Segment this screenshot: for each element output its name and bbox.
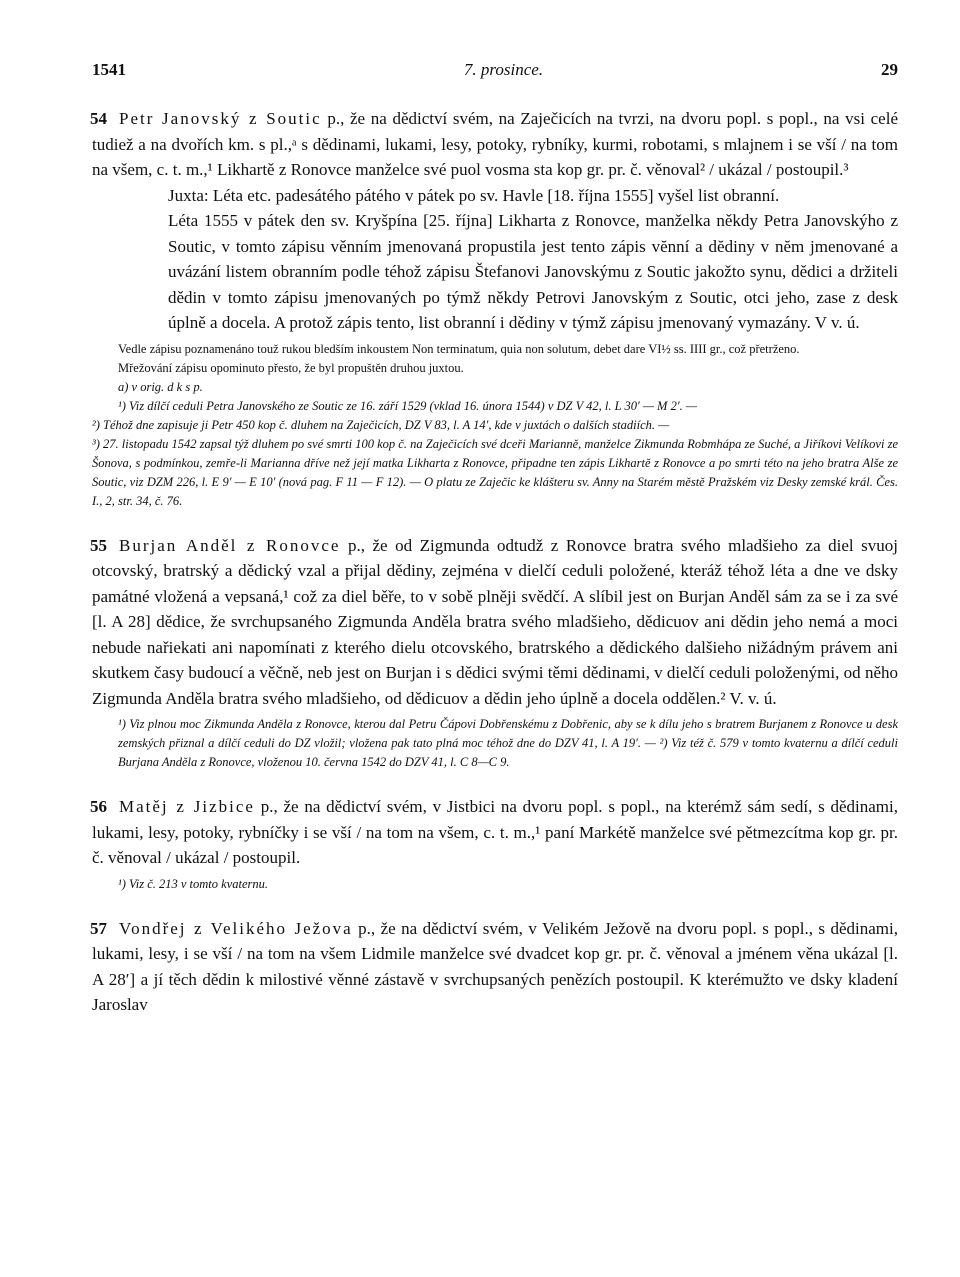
entry-number: 56	[90, 797, 107, 816]
entry-54	[92, 106, 898, 511]
entry-number: 55	[90, 535, 107, 555]
footnote: ¹) Viz č. 213 v tomto kvaternu.	[118, 876, 269, 891]
entry-body: p., že na dědictví svém, v Jistbici na dvoru popl. s popl., na kterémž sám sedí, s dědinami, lukami, lesy, potoky, rybníčky i se vší / na tom na všem, c. t. m.,¹ paní Markétě manželce své pětmezcítma kop gr. pr. č. věnoval / ukázal / postoupil.	[92, 797, 898, 867]
entry-name: Burjan Anděl z Ronovce	[119, 535, 341, 555]
footnote: ¹) Viz plnou moc Zikmunda Anděla z Ronovce, kterou dal Petru Čápovi Dobřenskému z Dobřenic, aby se k dílu jeho s bratrem Burjanem z Ronovce u desk zemských přiznal a dílčí ceduli do DZ vložil; vložena pak tato plná moc téhož dne do DZV 41, l. A 19′. — ²) Viz též č. 579 v tomto kvaternu a dílčí ceduli Burjana Anděla z Ronovce, vloženou 10. června 1542 do DZV 41, l. C 8—C 9.	[118, 717, 898, 769]
entry-name: Vondřej z Velikého Ježova	[119, 918, 353, 938]
entry-text	[92, 106, 898, 183]
date-heading: 7. prosince.	[463, 60, 544, 79]
entry-text	[92, 916, 898, 1018]
entry-number: 57	[90, 918, 107, 938]
entry-56	[92, 794, 898, 894]
editorial-note: a) v orig. d k s p.	[118, 379, 203, 394]
footnote: ³) 27. listopadu 1542 zapsal týž dluhem po své smrti 100 kop č. na Zaječicích své dceři Marianně, manželce Zikmunda Robmhápa ze Suché, a Jiříkovi Velíkovi ze Šonova, s podmínkou, zemře-li Marianna dříve než její matka Likharta z Ronovce, připadne ten zápis Likhartě z Ronovce a po smrti této na jeho bratra Alše ze Soutic, viz DZM 226, l. E 9′ — E 10′ (nová pag. F 11 — F 12). — O platu ze Zaječic ke klášteru sv. Anny na Starém městě Pražském viz Desky zemské král. Čes. I., 2, str. 34, č. 76.	[92, 436, 898, 508]
footnote: ²) Téhož dne zapisuje ji Petr 450 kop č. dluhem na Zaječicích, DZ V 83, l. A 14′, kde v juxtách o dalších stadiích. —	[92, 417, 670, 432]
entry-text	[92, 794, 898, 871]
entry-body: p., že na dědictví svém, na Zaječicích na tvrzi, na dvoru popl. s popl., na vsi celé tudiež a na dvořích km. s pl.,ᵃ s dědinami, lukami, lesy, potoky, rybníky, kurmi, robotami, s mlajnem i se vší / na tom na všem, c. t. m.,¹ Likhartě z Ronovce manželce své puol vosma sta kop gr. pr. č. věnoval² / ukázal / postoupil.³	[92, 109, 898, 179]
footnote: ¹) Viz dílčí ceduli Petra Janovského ze Soutic ze 16. září 1529 (vklad 16. února 1544) v DZ V 42, l. L 30′ — M 2′. —	[118, 398, 697, 413]
entry-body: p., že od Zigmunda odtudž z Ronovce bratra svého mladšieho za diel svuoj otcovský, bratrský a dědický vzal a přijal dědiny, zejména v dielčí ceduli položené, kteráž téhož léta a dne ve dsky památné vložená a vepsaná,¹ což za diel běře, to v sobě plněji svědčí. A slíbil jest on Burjan Anděl sám za se i za své [l. A 28] dědice, že svrchupsaného Zigmunda Anděla bratra svého mladšieho, dědicuov ani dědin jeho nemá a moci nebude nařiekati ani napomínati z kterého dielu otcovského, bratrského a dědického dalšieho nižádným právem ani skutkem časy budoucí a věčně, neb jest on Burjan i s dědici svými těmi dědinami, v dielčí ceduli položenými, od něho Zigmunda Anděla bratra svého mladšieho, od dědicuov a dědin jeho úplně a docela oddělen.² V. v. ú.	[92, 535, 898, 708]
entry-57	[92, 916, 898, 1018]
editorial-note: Vedle zápisu poznamenáno touž rukou bledším inkoustem Non terminatum, quia non solutum, debet dare VI½ ss. IIII gr., což přetrženo.	[118, 341, 800, 356]
editorial-notes	[92, 340, 898, 511]
entry-body: p., že na dědictví svém, v Velikém Ježově na dvoru popl. s popl., s dědinami, lukami, lesy, i se vší / na tom na všem Lidmile manželce své dvadcet kop gr. pr. č. věnoval a jménem věna ukázal [l. A 28′] a jí těch dědin k milostivé věnné zástavě v svrchupsaných penězích postoupil. K kterémužto ve dsky kladení Jaroslav	[92, 918, 898, 1014]
entry-name: Petr Janovský z Soutic	[119, 109, 322, 128]
footnotes	[92, 715, 898, 772]
page-number: 29	[880, 60, 898, 79]
juxta-note: Léta 1555 v pátek den sv. Kryšpína [25. října] Likharta z Ronovce, manželka někdy Petra Janovskýho z Soutic, v tomto zápisu věnním jmenovaná propustila jest tento zápis vĕnní a dĕdiny v nĕm jmenované a uvázání listem obranním podle téhož zápisu Štefanovi Janovskýmu z Soutic jakožto synu, dědici a držiteli dědin v tomto zápisu jmenovaných po týmž někdy Petrovi Janovským z Soutic, otci jeho, zase z desk úplně a docela. A protož zápis tento, list obranní i dědiny v týmž zápisu jmenovaný vymazány. V v. ú.	[168, 211, 898, 332]
juxta-note: Juxta: Léta etc. padesátého pátého v pátek po sv. Havle [18. října 1555] vyšel list obranní.	[168, 185, 780, 205]
document-page	[92, 60, 898, 1040]
editorial-note: Mřežování zápisu opominuto přesto, že byl propuštěn druhou juxtou.	[118, 360, 464, 375]
footnotes	[92, 875, 898, 894]
entry-text	[92, 533, 898, 712]
entry-name: Matěj z Jizbice	[119, 797, 255, 816]
year-label: 1541	[92, 60, 126, 79]
page-header	[92, 60, 898, 80]
entry-55	[92, 533, 898, 773]
entry-number: 54	[90, 109, 107, 128]
